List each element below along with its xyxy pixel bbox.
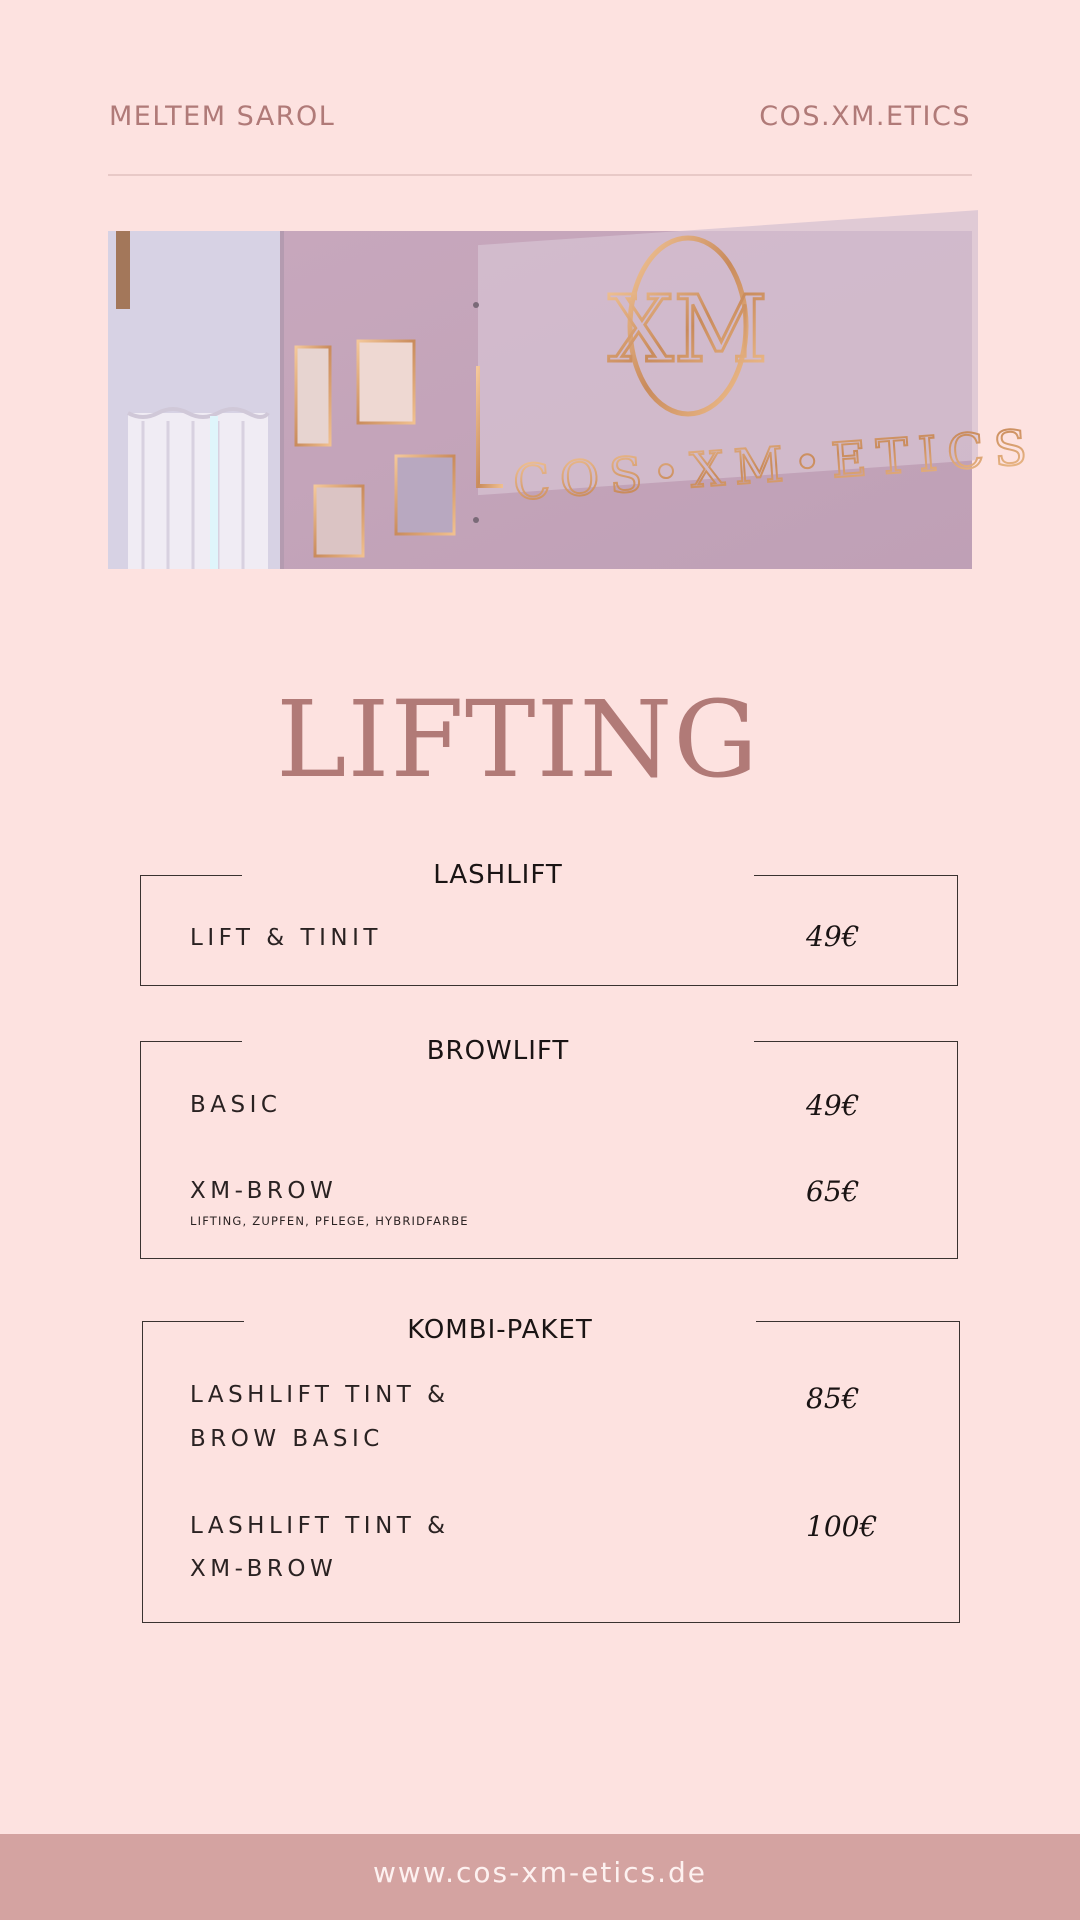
header-divider xyxy=(108,174,972,176)
item-name-kombi-xm-line1: LASHLIFT TINT & xyxy=(190,1513,450,1539)
item-price-kombi-basic: 85€ xyxy=(806,1382,860,1415)
item-name-basic: BASIC xyxy=(190,1092,282,1118)
item-name-kombi-basic-line2: BROW BASIC xyxy=(190,1426,384,1452)
item-name-xm-brow: XM-BROW xyxy=(190,1178,338,1204)
svg-text:COS•XM•ETICS: COS•XM•ETICS xyxy=(511,419,1039,512)
website-link[interactable]: www.cos-xm-etics.de xyxy=(372,1856,708,1889)
section-title-browlift: BROWLIFT xyxy=(242,1031,754,1071)
section-title-lashlift: LASHLIFT xyxy=(242,855,754,895)
item-name-kombi-basic-line1: LASHLIFT TINT & xyxy=(190,1382,450,1408)
item-price-lift-tint: 49€ xyxy=(806,920,860,953)
page-title: LIFTING xyxy=(276,678,759,801)
item-price-xm-brow: 65€ xyxy=(806,1175,860,1208)
item-name-kombi-xm-line2: XM-BROW xyxy=(190,1556,338,1582)
brand-owner-name: MELTEM SAROL xyxy=(109,101,336,132)
item-price-kombi-xm: 100€ xyxy=(806,1510,878,1543)
salon-photo xyxy=(108,231,1039,569)
item-price-basic: 49€ xyxy=(806,1089,860,1122)
footer-bar xyxy=(0,1834,1080,1920)
item-description-xm-brow: LIFTING, ZUPFEN, PFLEGE, HYBRIDFARBE xyxy=(190,1214,469,1228)
section-title-kombi: KOMBI-PAKET xyxy=(244,1310,756,1350)
curtain-image xyxy=(128,409,268,569)
brand-name: COS.XM.ETICS xyxy=(759,101,971,132)
svg-text:XM: XM xyxy=(608,276,768,383)
item-name-lift-tint: LIFT & TINIT xyxy=(190,925,382,951)
